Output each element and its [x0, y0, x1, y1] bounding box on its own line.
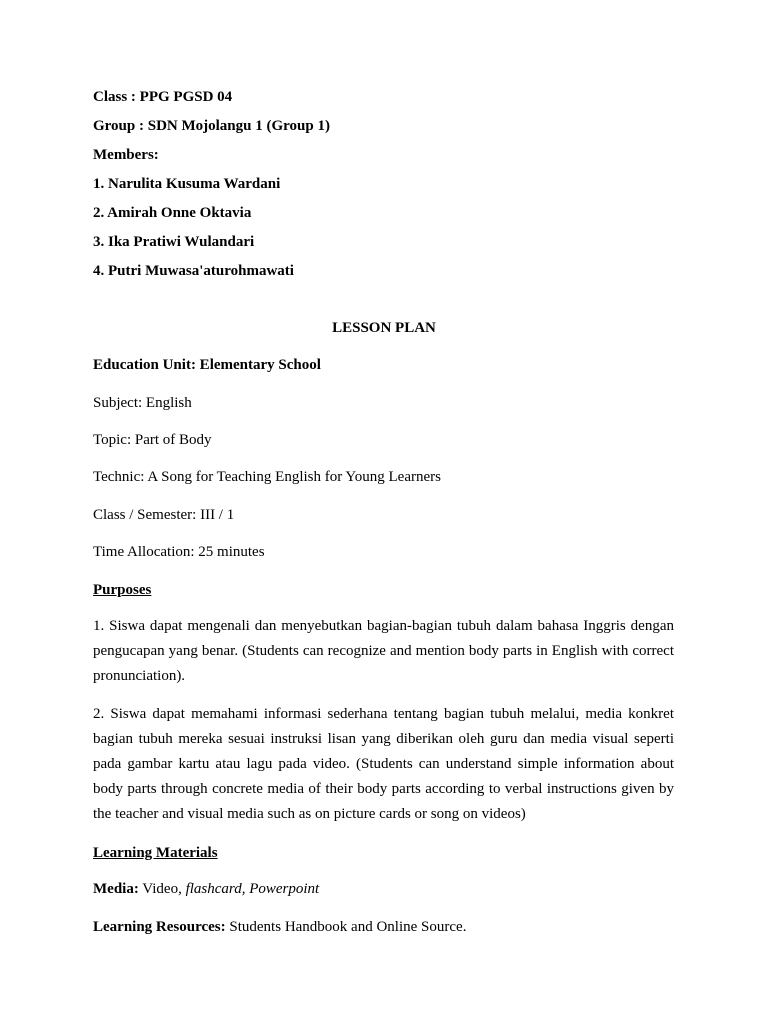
document-title: LESSON PLAN: [332, 320, 436, 336]
time-allocation: Time Allocation: 25 minutes: [93, 544, 265, 560]
media-label: Media:: [93, 881, 139, 897]
learning-materials-heading: Learning Materials: [93, 845, 218, 861]
media-line: [93, 880, 674, 898]
resources-line: [93, 918, 674, 936]
class-line: Class : PPG PGSD 04: [93, 89, 233, 105]
resources-value: Students Handbook and Online Source.: [225, 919, 467, 935]
media-plain: Video,: [138, 881, 186, 897]
group-line: Group : SDN Mojolangu 1 (Group 1): [93, 118, 330, 134]
member-item: 2. Amirah Onne Oktavia: [93, 205, 252, 221]
class-semester: Class / Semester: III / 1: [93, 507, 235, 523]
purpose-item: 2. Siswa dapat memahami informasi sederhana tentang bagian tubuh melalui, media konkret bagian tubuh mereka sesuai instruksi lisan yang diberikan oleh guru dan media visual seperti pada gambar kartu atau lagu pada video. (Students can understand simple information about body parts through concrete media of their body parts according to verbal instructions given by the teacher and visual media such as on picture cards or song on videos): [93, 706, 674, 822]
member-item: 1. Narulita Kusuma Wardani: [93, 176, 281, 192]
education-unit: Education Unit: Elementary School: [93, 357, 321, 373]
technic: Technic: A Song for Teaching English for Young Learners: [93, 469, 441, 485]
subject: Subject: English: [93, 395, 192, 411]
purpose-item: 1. Siswa dapat mengenali dan menyebutkan bagian-bagian tubuh dalam bahasa Inggris dengan pengucapan yang benar. (Students can recognize and mention body parts in English with correct pronunciation).: [93, 618, 674, 684]
topic: Topic: Part of Body: [93, 432, 212, 448]
member-item: 3. Ika Pratiwi Wulandari: [93, 234, 255, 250]
purposes-heading: Purposes: [93, 582, 152, 598]
members-label: Members:: [93, 147, 159, 163]
member-item: 4. Putri Muwasa'aturohmawati: [93, 263, 294, 279]
media-italic: flashcard, Powerpoint: [185, 881, 320, 897]
resources-label: Learning Resources:: [93, 919, 226, 935]
